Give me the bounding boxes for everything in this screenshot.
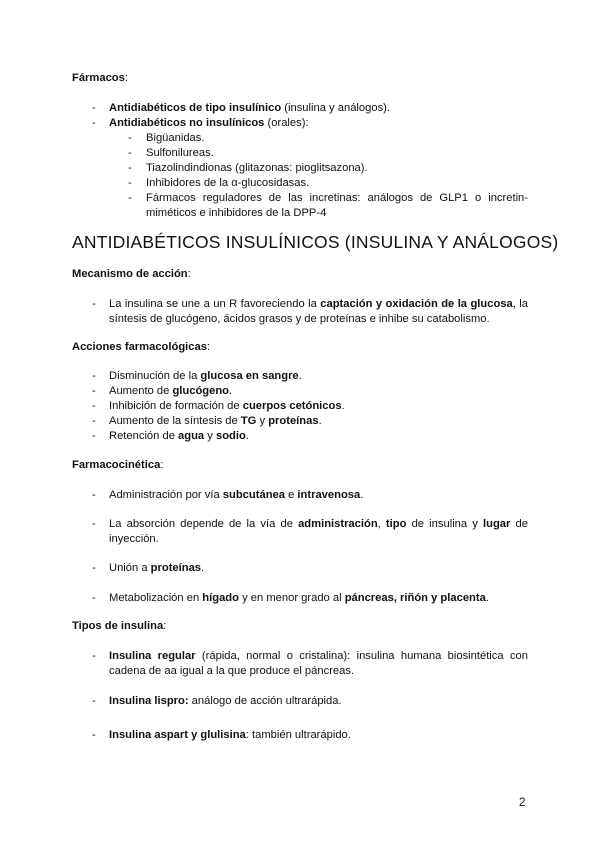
farmacocinetica-heading: Farmacocinética:: [72, 459, 164, 471]
farmacos-heading: Fármacos:: [72, 72, 128, 84]
page-number: 2: [519, 797, 526, 809]
mecanismo-heading: Mecanismo de acción:: [72, 268, 191, 280]
acciones-heading: Acciones farmacológicas:: [72, 341, 211, 353]
tipos-heading: Tipos de insulina:: [72, 620, 167, 632]
section-title: ANTIDIABÉTICOS INSULÍNICOS (INSULINA Y ANÁLOGOS): [72, 232, 559, 252]
